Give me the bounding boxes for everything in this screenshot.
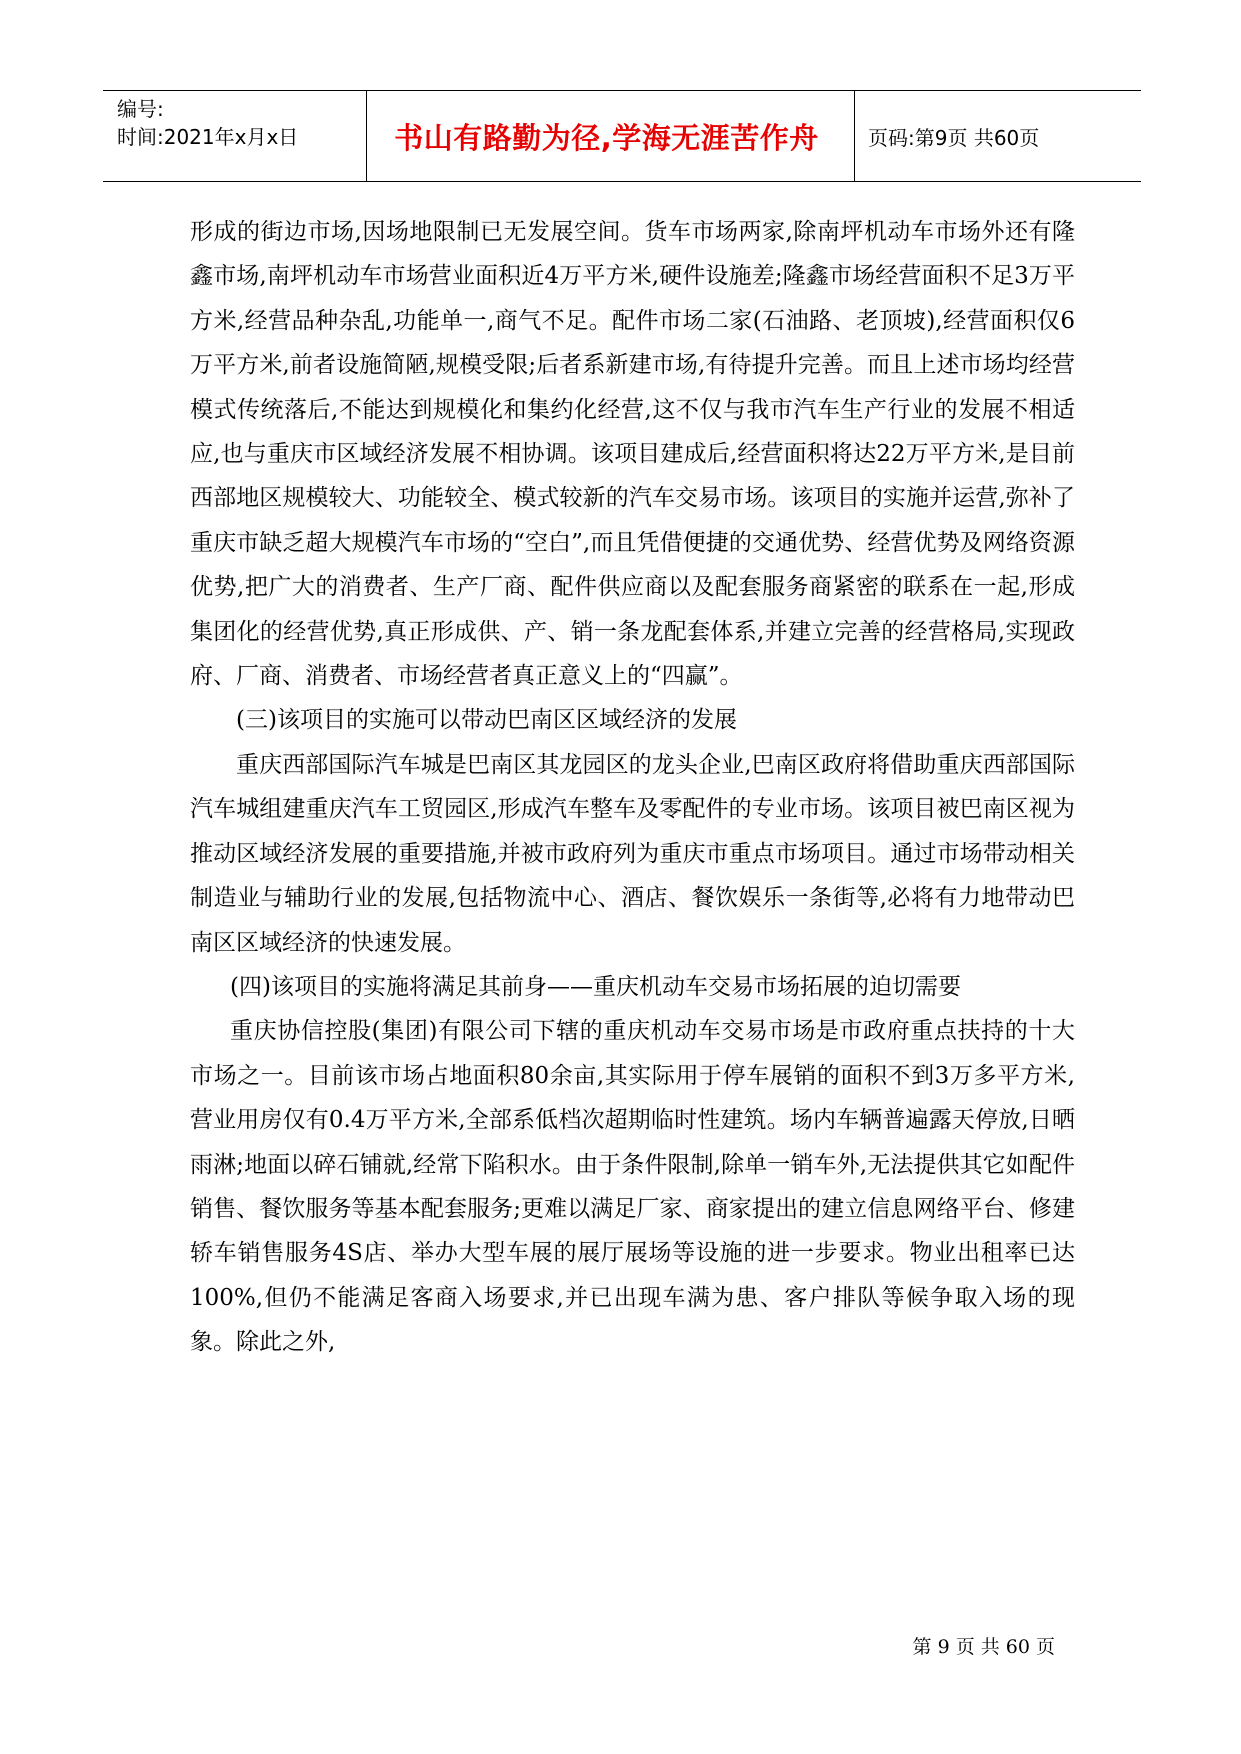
body-paragraph: 重庆协信控股(集团)有限公司下辖的重庆机动车交易市场是市政府重点扶持的十大市场之一。目前该市场占地面积80余亩,其实际用于停车展销的面积不到3万多平方米,营业用房仅有0.4万平方米,全部系低档次超期临时性建筑。场内车辆普遍露天停放,日晒雨淋;地面以碎石铺就,经常下陷积水。由于条件限制,除单一销车外,无法提供其它如配件销售、餐饮服务等基本配套服务;更难以满足厂家、商家提出的建立信息网络平台、修建轿车销售服务4S店、举办大型车展的展厅展场等设施的进一步要求。物业出租率已达100%,但仍不能满足客商入场要求,并已出现车满为患、客户排队等候争取入场的现象。除此之外,: [190, 1018, 1075, 1356]
body-paragraph: 形成的街边市场,因场地限制已无发展空间。货车市场两家,除南坪机动车市场外还有隆鑫市场,南坪机动车市场营业面积近4万平方米,硬件设施差;隆鑫市场经营面积不足3万平方米,经营品种杂乱,功能单一,商气不足。配件市场二家(石油路、老顶坡),经营面积仅6万平方米,前者设施简陋,规模受限;后者系新建市场,有待提升完善。而且上述市场均经营模式传统落后,不能达到规模化和集约化经营,这不仅与我市汽车生产行业的发展不相适应,也与重庆市区域经济发展不相协调。该项目建成后,经营面积将达22万平方米,是目前西部地区规模较大、功能较全、模式较新的汽车交易市场。该项目的实施并运营,弥补了重庆市缺乏超大规模汽车市场的“空白”,而且凭借便捷的交通优势、经营优势及网络资源优势,把广大的消费者、生产厂商、配件供应商以及配套服务商紧密的联系在一起,形成集团化的经营优势,真正形成供、产、销一条龙配套体系,并建立完善的经营格局,实现政府、厂商、消费者、市场经营者真正意义上的“四赢”。: [190, 219, 1075, 690]
section-heading-4: (四)该项目的实施将满足其前身——重庆机动车交易市场拓展的迫切需要: [230, 973, 961, 1000]
document-time-label: 时间:2021年x月x日: [117, 125, 299, 149]
header-page-number: 页码:第9页 共60页: [868, 125, 1040, 150]
header-divider-left: [366, 91, 367, 181]
document-number-label: 编号:: [117, 97, 164, 121]
page-footer: 第 9 页 共 60 页: [912, 1636, 1055, 1658]
page-header: [103, 90, 1141, 182]
body-paragraph: 重庆西部国际汽车城是巴南区其龙园区的龙头企业,巴南区政府将借助重庆西部国际汽车城组建重庆汽车工贸园区,形成汽车整车及零配件的专业市场。该项目被巴南区视为推动区域经济发展的重要措施,并被市政府列为重庆市重点市场项目。通过市场带动相关制造业与辅助行业的发展,包括物流中心、酒店、餐饮娱乐一条街等,必将有力地带动巴南区区域经济的快速发展。: [190, 751, 1075, 956]
section-heading-3: (三)该项目的实施可以带动巴南区区域经济的发展: [236, 707, 737, 734]
header-divider-right: [854, 91, 855, 181]
document-body: [190, 210, 1075, 1365]
header-motto: 书山有路勤为径,学海无涯苦作舟: [394, 120, 819, 155]
